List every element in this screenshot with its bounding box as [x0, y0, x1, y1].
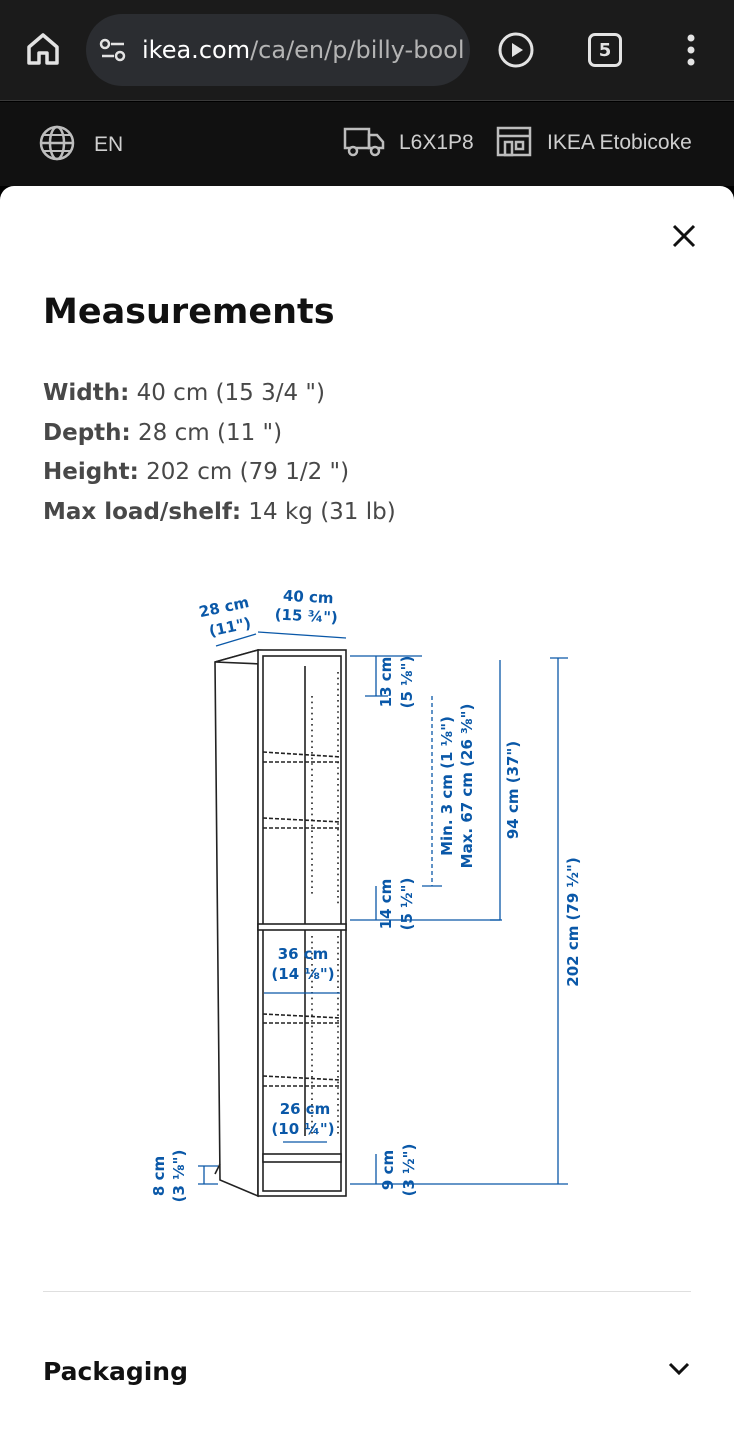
site-header [0, 102, 734, 186]
spec-list [43, 374, 396, 532]
inner-depth-cm-label: 26 cm [279, 1100, 331, 1118]
spec-row-width [43, 374, 396, 414]
plinth-cm-label: 8 cm [150, 1155, 168, 1197]
fixed-gap-in-label: (5 ½") [398, 877, 416, 931]
url-host: ikea.com [142, 36, 251, 64]
bottom-gap-cm-label: 9 cm [379, 1149, 397, 1191]
address-bar[interactable] [86, 14, 470, 86]
spec-label: Depth: [43, 419, 131, 446]
inner-width-in-label: (14 ⅛") [271, 965, 335, 983]
spec-value: 14 kg (31 lb) [241, 498, 396, 525]
inner-depth-in-label: (10 ¼") [271, 1120, 335, 1138]
depth-cm-label: 28 cm [197, 593, 251, 622]
tab-switcher-button[interactable]: 5 [588, 33, 622, 67]
bookcase-dimension-diagram [140, 576, 610, 1216]
globe-icon [38, 124, 76, 166]
postal-code-label: L6X1P8 [399, 131, 474, 154]
width-cm-label: 40 cm [282, 586, 335, 608]
site-settings-icon[interactable] [98, 35, 128, 65]
fixed-gap-cm-label: 14 cm [377, 878, 395, 930]
more-menu-icon[interactable] [680, 30, 702, 70]
store-label: IKEA Etobicoke [547, 131, 692, 154]
play-icon[interactable] [497, 31, 535, 69]
store-icon [495, 124, 533, 162]
close-icon [671, 223, 697, 249]
width-in-label: (15 ¾") [274, 605, 339, 627]
shelf-range-max-label: Max. 67 cm (26 ⅜") [458, 703, 476, 869]
packaging-label: Packaging [43, 1356, 188, 1386]
postal-code-selector[interactable] [343, 124, 474, 162]
inner-width-cm-label: 36 cm [277, 945, 329, 963]
store-selector[interactable] [495, 124, 692, 162]
close-button[interactable] [664, 216, 704, 256]
chevron-down-icon [667, 1361, 691, 1381]
url-text [142, 36, 470, 64]
total-height-label: 202 cm (79 ½") [564, 857, 582, 987]
delivery-truck-icon [343, 124, 385, 162]
top-gap-in-label: (5 ⅛") [398, 655, 416, 709]
spec-row-max-load [43, 493, 396, 533]
sheet-title: Measurements [43, 292, 335, 332]
language-label: EN [94, 133, 124, 156]
browser-toolbar [0, 0, 734, 101]
measurements-sheet [0, 186, 734, 1440]
depth-in-label: (11") [207, 613, 253, 641]
packaging-accordion[interactable] [43, 1336, 691, 1406]
spec-value: 28 cm (11 ") [130, 419, 283, 446]
plinth-in-label: (3 ⅛") [170, 1149, 188, 1203]
url-path: /ca/en/p/billy-bool [250, 36, 465, 64]
bottom-gap-in-label: (3 ½") [400, 1143, 418, 1197]
home-icon[interactable] [24, 30, 62, 68]
language-selector[interactable] [38, 124, 123, 166]
spec-label: Max load/shelf: [43, 498, 242, 525]
spec-value: 40 cm (15 3/4 ") [129, 380, 325, 406]
spec-label: Width: [43, 380, 130, 406]
section-divider [43, 1291, 691, 1292]
spec-value: 202 cm (79 1/2 ") [138, 459, 350, 485]
top-gap-cm-label: 13 cm [377, 656, 395, 708]
spec-row-depth [43, 414, 396, 454]
spec-label: Height: [43, 459, 139, 485]
fixed-shelf-height-label: 94 cm (37") [504, 740, 522, 840]
spec-row-height [43, 453, 396, 493]
shelf-range-min-label: Min. 3 cm (1 ⅛") [438, 716, 456, 856]
